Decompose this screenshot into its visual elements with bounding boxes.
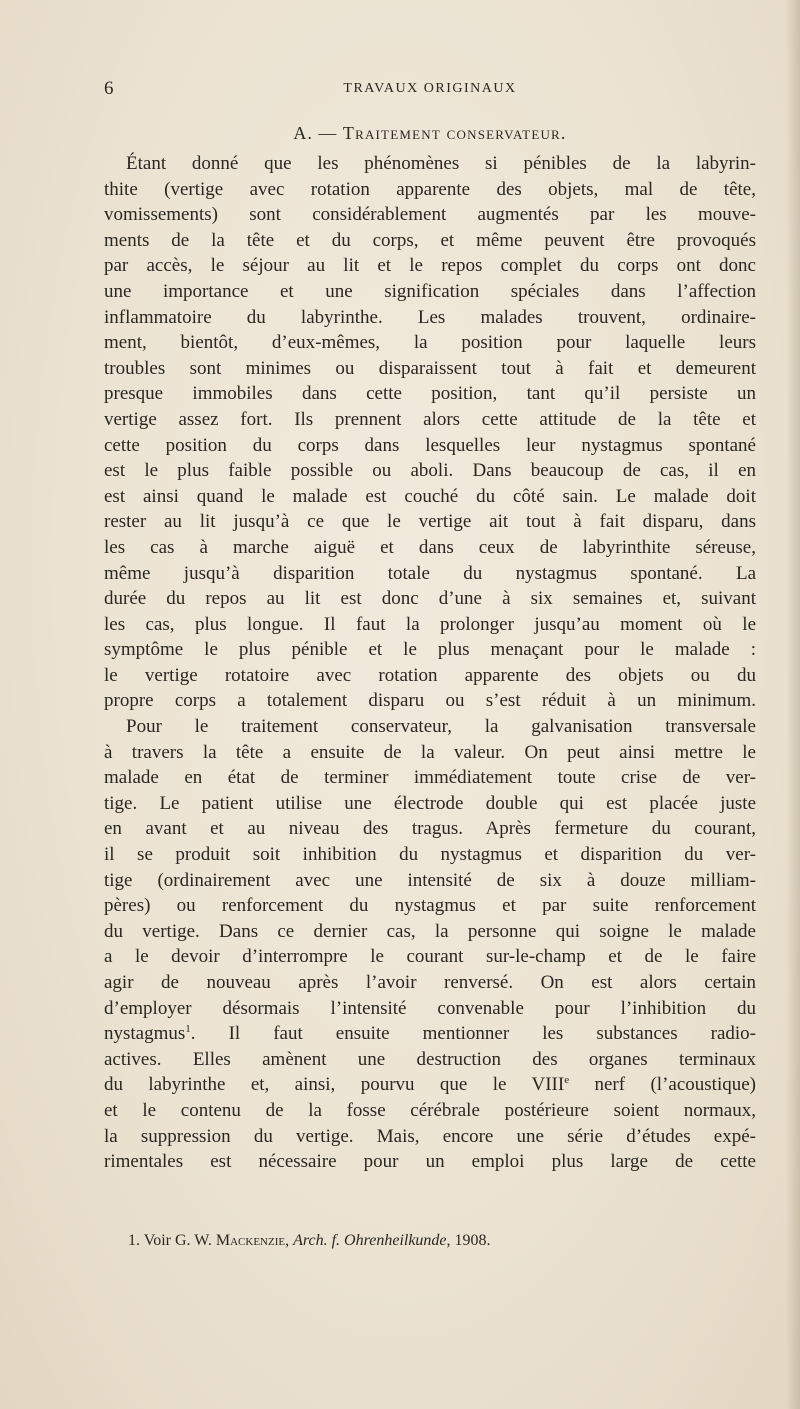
text-line: rester au lit jusqu’à ce que le vertige ait tout à fait disparu, dans bbox=[104, 511, 756, 533]
text-line: une importance et une signification spéciales dans l’affection bbox=[104, 280, 756, 302]
text-line: actives. Elles amènent une destruction des organes terminaux bbox=[104, 1048, 756, 1070]
text-segment: nerf (l’acoustique) bbox=[569, 1074, 756, 1096]
text-segment: . Il faut ensuite mentionner les substances radio- bbox=[190, 1023, 756, 1045]
ordinal-superscript: e bbox=[564, 1074, 570, 1087]
text-line: cette position du corps dans lesquelles leur nystagmus spontané bbox=[104, 434, 756, 456]
text-line: vomissements) sont considérablement augmentés par les mouve- bbox=[104, 204, 756, 226]
text-line: Étant donné que les phénomènes si pénibles de la labyrin- bbox=[126, 153, 756, 174]
text-line: a le devoir d’interrompre le courant sur-le-champ et de le faire bbox=[104, 946, 756, 968]
text-line: malade en état de terminer immédiatement toute crise de ver- bbox=[104, 767, 756, 789]
text-segment: du labyrinthe et, ainsi, pourvu que le VIII bbox=[104, 1074, 565, 1096]
footnote-separator: , bbox=[285, 1232, 294, 1249]
text-line: vertige assez fort. Ils prennent alors cette attitude de la tête et bbox=[104, 408, 756, 430]
text-line: le vertige rotatoire avec rotation apparente des objets ou du bbox=[104, 664, 756, 686]
footnote-number: 1. Voir G. W. bbox=[128, 1232, 216, 1249]
running-title: TRAVAUX ORIGINAUX bbox=[343, 81, 517, 96]
text-line: est le plus faible possible ou aboli. Dans beaucoup de cas, il en bbox=[104, 460, 756, 482]
text-line: par accès, le séjour au lit et le repos complet du corps ont donc bbox=[104, 255, 756, 277]
text-line: en avant et au niveau des tragus. Après fermeture du courant, bbox=[104, 818, 756, 840]
text-line: ments de la tête et du corps, et même peuvent être provoqués bbox=[104, 229, 756, 251]
text-line: les cas, plus longue. Il faut la prolonger jusqu’au moment où le bbox=[104, 613, 756, 635]
text-line-with-footnote-ref bbox=[104, 1021, 756, 1047]
text-line: tige. Le patient utilise une électrode double qui est placée juste bbox=[104, 792, 756, 814]
text-line: du vertige. Dans ce dernier cas, la personne qui soigne le malade bbox=[104, 920, 756, 942]
footnote-journal: Arch. f. Ohrenheilkunde bbox=[293, 1232, 447, 1249]
text-line: à travers la tête a ensuite de la valeur. On peut ainsi mettre le bbox=[104, 741, 756, 763]
text-line: durée du repos au lit est donc d’une à six semaines et, suivant bbox=[104, 588, 756, 610]
footnote-author: Mackenzie bbox=[215, 1232, 286, 1249]
footnote-year: , 1908. bbox=[446, 1232, 491, 1249]
page-edge-shadow bbox=[786, 0, 800, 1409]
section-title: Traitement conservateur. bbox=[342, 123, 567, 143]
section-label: A. — bbox=[293, 123, 343, 143]
text-line: même jusqu’à disparition totale du nystagmus spontané. La bbox=[104, 562, 756, 584]
text-line-with-superscript bbox=[104, 1072, 756, 1098]
text-line: la suppression du vertige. Mais, encore une série d’études expé- bbox=[104, 1125, 756, 1147]
text-line: ment, bientôt, d’eux-mêmes, la position pour laquelle leurs bbox=[104, 332, 756, 354]
footnote-reference: 1 bbox=[185, 1023, 191, 1036]
text-line: thite (vertige avec rotation apparente des objets, mal de tête, bbox=[104, 178, 756, 200]
text-line: agir de nouveau après l’avoir renversé. On est alors certain bbox=[104, 972, 756, 993]
text-line: symptôme le plus pénible et le plus menaçant pour le malade : bbox=[104, 639, 756, 661]
text-line: d’employer désormais l’intensité convenable pour l’inhibition du bbox=[104, 997, 756, 1019]
text-line: Pour le traitement conservateur, la galvanisation transversale bbox=[126, 716, 756, 738]
text-line: et le contenu de la fosse cérébrale postérieure soient normaux, bbox=[104, 1099, 756, 1121]
text-segment: nystagmus bbox=[104, 1023, 186, 1045]
page-number: 6 bbox=[104, 78, 114, 99]
text-line: rimentales est nécessaire pour un emploi plus large de cette bbox=[104, 1151, 756, 1173]
text-line: inflammatoire du labyrinthe. Les malades trouvent, ordinaire- bbox=[104, 306, 756, 328]
text-line: presque immobiles dans cette position, tant qu’il persiste un bbox=[104, 383, 756, 405]
text-line: est ainsi quand le malade est couché du côté sain. Le malade doit bbox=[104, 485, 756, 507]
text-line: il se produit soit inhibition du nystagmus et disparition du ver- bbox=[104, 844, 756, 866]
text-line: propre corps a totalement disparu ou s’est réduit à un minimum. bbox=[104, 690, 756, 712]
body-text bbox=[104, 151, 756, 1175]
text-line: troubles sont minimes ou disparaissent tout à fait et demeurent bbox=[104, 357, 756, 379]
text-line: tige (ordinairement avec une intensité de six à douze milliam- bbox=[104, 869, 756, 891]
section-heading bbox=[104, 123, 756, 144]
text-line: pères) ou renforcement du nystagmus et par suite renforcement bbox=[104, 895, 756, 917]
running-head bbox=[104, 78, 756, 100]
text-line: les cas à marche aiguë et dans ceux de labyrinthite séreuse, bbox=[104, 536, 756, 558]
footnote bbox=[128, 1232, 491, 1250]
